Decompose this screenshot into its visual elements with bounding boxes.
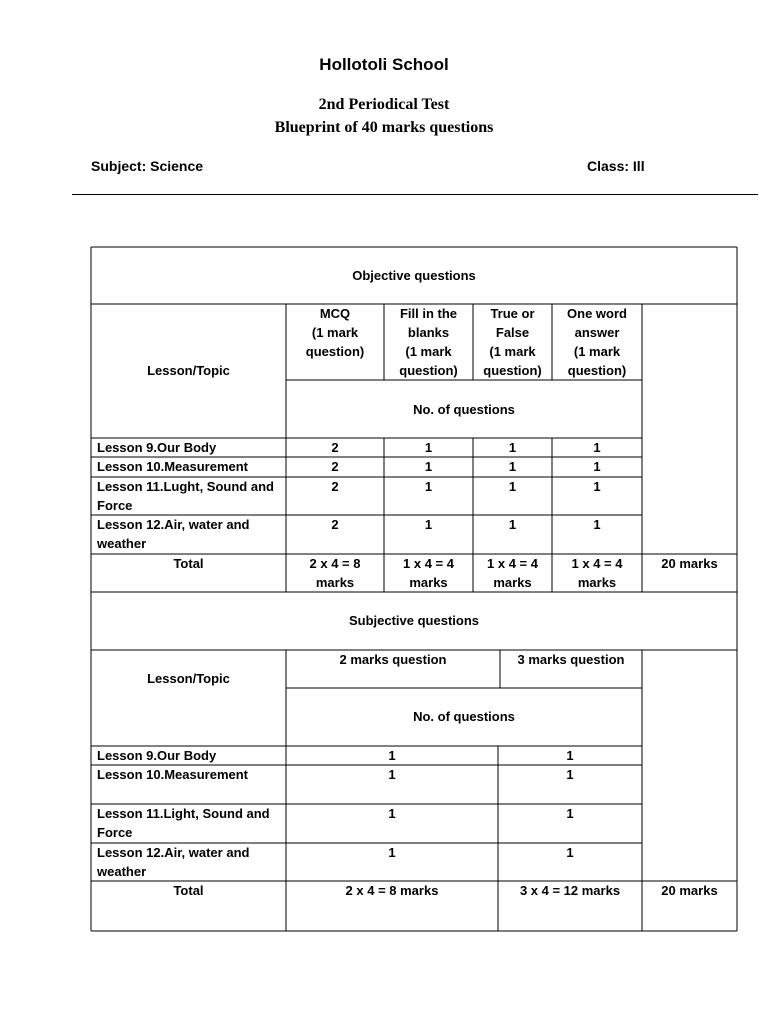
lesson-name: Lesson 11.Light, Sound and Force: [97, 806, 270, 840]
three-marks-count: 1: [566, 767, 574, 782]
fill-count: 1: [424, 459, 433, 474]
subjective-heading: Subjective questions: [348, 613, 480, 628]
school-name: Hollotoli School: [319, 55, 449, 74]
two-marks-column-header: 2 marks question: [339, 652, 447, 667]
subjective-lesson-topic-header: Lesson/Topic: [147, 671, 230, 686]
one-word-column-header: One word answer (1 mark question): [567, 306, 627, 378]
lesson-name: Lesson 10.Measurement: [97, 767, 249, 782]
true-false-column-header: True or False (1 mark question): [483, 306, 542, 378]
lesson-name: Lesson 12.Air, water and weather: [97, 517, 250, 551]
two-marks-count: 1: [388, 748, 396, 763]
three-marks-count: 1: [566, 845, 574, 860]
fill-blanks-column-header: Fill in the blanks (1 mark question): [399, 306, 458, 378]
lesson-name: Lesson 12.Air, water and weather: [97, 845, 250, 879]
three-marks-column-header: 3 marks question: [517, 652, 625, 667]
lesson-name: Lesson 9.Our Body: [97, 440, 217, 455]
mcq-total: 2 x 4 = 8 marks: [309, 556, 361, 590]
tf-count: 1: [508, 479, 517, 494]
tf-total: 1 x 4 = 4 marks: [487, 556, 538, 590]
fill-count: 1: [424, 479, 433, 494]
two-marks-total: 2 x 4 = 8 marks: [345, 883, 439, 898]
tf-count: 1: [508, 440, 517, 455]
mcq-count: 2: [331, 459, 339, 474]
three-marks-count: 1: [566, 748, 574, 763]
objective-heading: Objective questions: [352, 268, 476, 283]
total-label: Total: [173, 556, 204, 571]
fill-count: 1: [424, 440, 433, 455]
header-divider: [72, 194, 758, 195]
class-label: Class: Ill: [587, 158, 645, 174]
tf-count: 1: [508, 517, 517, 532]
mcq-count: 2: [331, 440, 339, 455]
oneword-count: 1: [593, 517, 601, 532]
blueprint-title: Blueprint of 40 marks questions: [274, 119, 494, 136]
subjective-total-marks: 20 marks: [661, 883, 718, 898]
lesson-name: Lesson 9.Our Body: [97, 748, 217, 763]
two-marks-count: 1: [388, 767, 396, 782]
subjective-no-of-questions: No. of questions: [413, 709, 515, 724]
oneword-count: 1: [593, 479, 601, 494]
two-marks-count: 1: [388, 845, 396, 860]
three-marks-count: 1: [566, 806, 574, 821]
fill-total: 1 x 4 = 4 marks: [403, 556, 454, 590]
oneword-count: 1: [593, 459, 601, 474]
mcq-column-header: MCQ (1 mark question): [305, 306, 365, 359]
tf-count: 1: [508, 459, 517, 474]
two-marks-count: 1: [388, 806, 396, 821]
fill-count: 1: [424, 517, 433, 532]
lesson-name: Lesson 10.Measurement: [97, 459, 249, 474]
objective-no-of-questions: No. of questions: [413, 402, 515, 417]
test-title: 2nd Periodical Test: [318, 96, 450, 113]
three-marks-total: 3 x 4 = 12 marks: [519, 883, 621, 898]
lesson-name: Lesson 11.Lught, Sound and Force: [97, 479, 274, 513]
total-label: Total: [173, 883, 204, 898]
oneword-total: 1 x 4 = 4 marks: [571, 556, 623, 590]
oneword-count: 1: [593, 440, 601, 455]
objective-lesson-topic-header: Lesson/Topic: [147, 363, 230, 378]
mcq-count: 2: [331, 479, 339, 494]
subject-label: Subject: Science: [91, 158, 204, 174]
mcq-count: 2: [331, 517, 339, 532]
objective-total-marks: 20 marks: [661, 556, 718, 571]
